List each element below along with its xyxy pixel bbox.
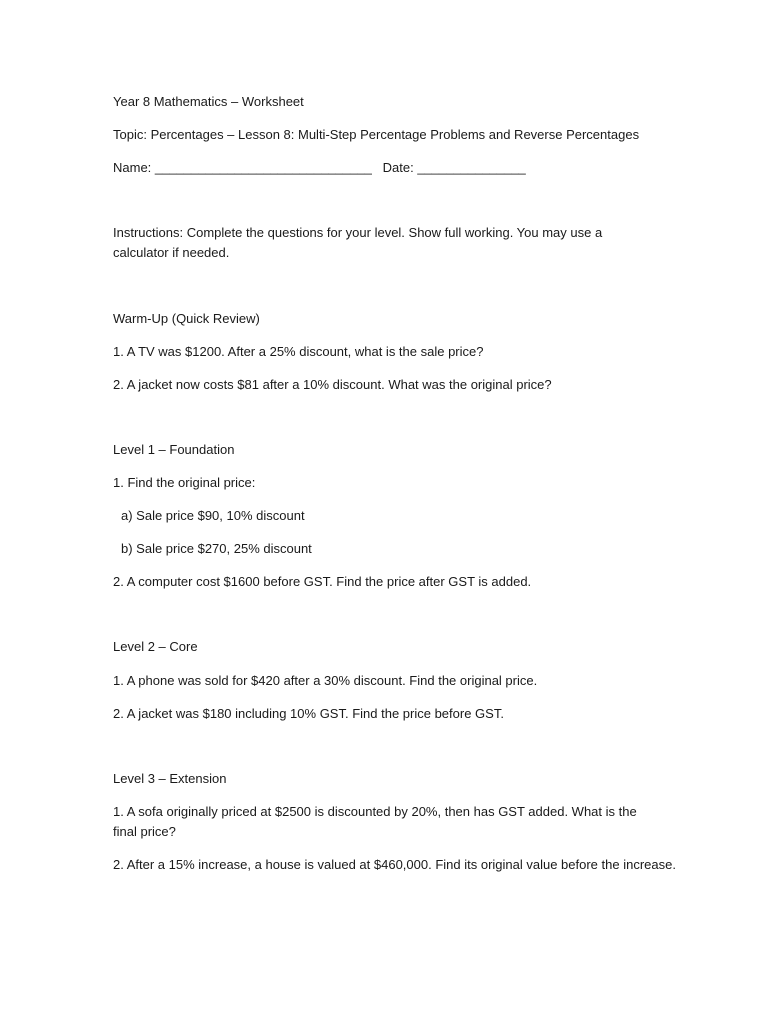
level1-question-1b: b) Sale price $270, 25% discount xyxy=(121,541,312,556)
level3-heading: Level 3 – Extension xyxy=(113,771,227,786)
warmup-question-2: 2. A jacket now costs $81 after a 10% discount. What was the original price? xyxy=(113,377,552,392)
warmup-heading: Warm-Up (Quick Review) xyxy=(113,311,260,326)
name-date-row xyxy=(113,160,526,176)
level1-question-1a: a) Sale price $90, 10% discount xyxy=(121,508,305,523)
instructions-text: Instructions: Complete the questions for your level. Show full working. You may use a calculator if needed. xyxy=(113,225,603,260)
level1-heading: Level 1 – Foundation xyxy=(113,442,235,457)
level1-question-1: 1. Find the original price: xyxy=(113,475,256,490)
level1-question-2: 2. A computer cost $1600 before GST. Find the price after GST is added. xyxy=(113,574,532,589)
name-field-label: Name: ______________________________ xyxy=(113,160,372,175)
warmup-question-1: 1. A TV was $1200. After a 25% discount, what is the sale price? xyxy=(113,344,484,359)
level2-heading: Level 2 – Core xyxy=(113,639,198,654)
level2-question-2: 2. A jacket was $180 including 10% GST. Find the price before GST. xyxy=(113,706,504,721)
level3-question-1: 1. A sofa originally priced at $2500 is discounted by 20%, then has GST added. What is the final price? xyxy=(113,804,637,839)
topic-line: Topic: Percentages – Lesson 8: Multi-Step Percentage Problems and Reverse Percentages xyxy=(113,127,640,142)
worksheet-title: Year 8 Mathematics – Worksheet xyxy=(113,94,304,109)
date-field-label: Date: _______________ xyxy=(382,160,526,175)
level2-question-1: 1. A phone was sold for $420 after a 30% discount. Find the original price. xyxy=(113,673,538,688)
level3-question-2: 2. After a 15% increase, a house is valued at $460,000. Find its original value before the increase. xyxy=(113,857,676,872)
